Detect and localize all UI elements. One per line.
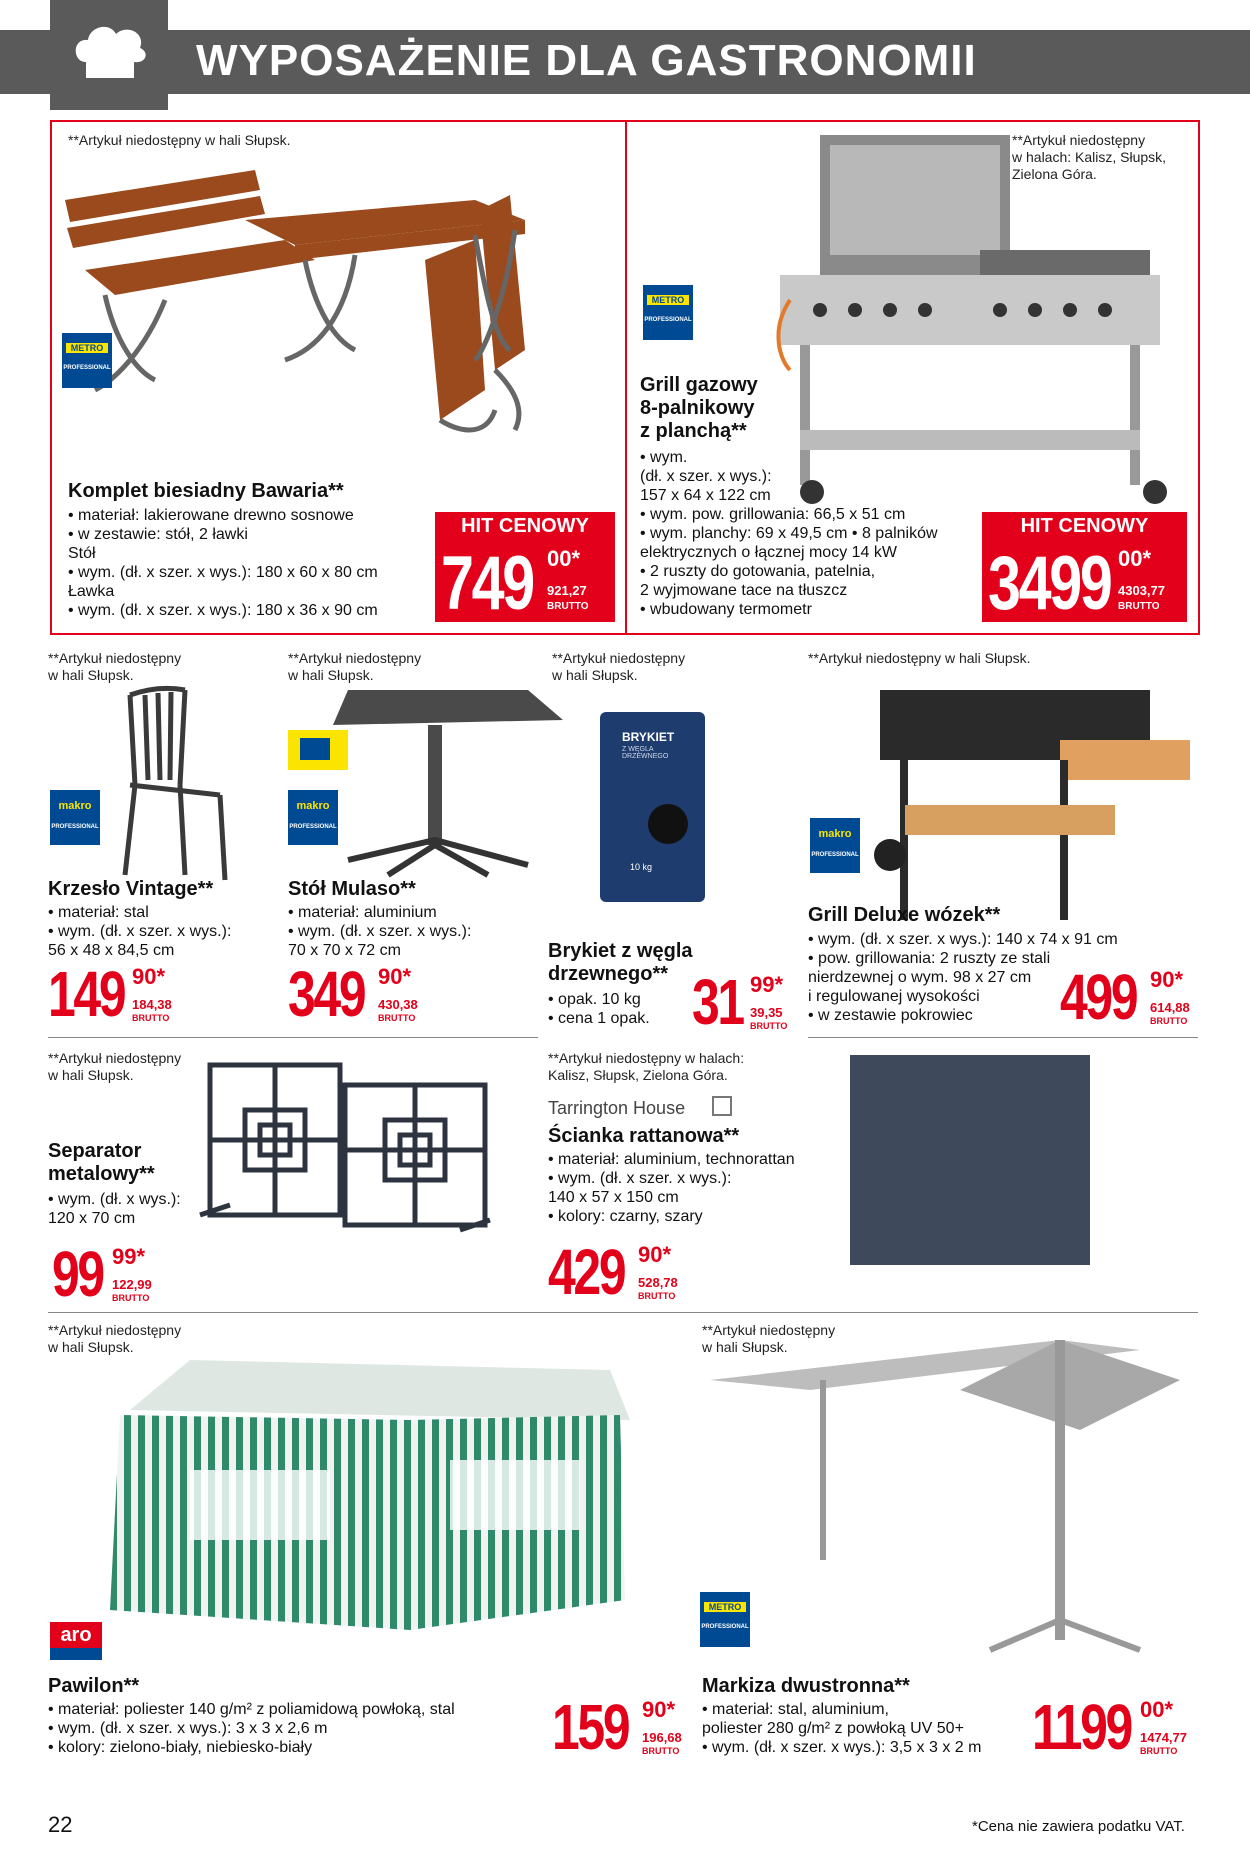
grill-icon [648, 804, 688, 844]
price-brutto: 184,38 [132, 997, 172, 1012]
metro-logo: METRO PROFESSIONAL [700, 1592, 750, 1647]
price-box [982, 540, 1187, 626]
page-title: WYPOSAŻENIE DLA GASTRONOMII [196, 36, 977, 85]
availability-note: **Artykuł niedostępny w hali Słupsk. [48, 1050, 182, 1083]
product-name: Brykiet z węgla drzewnego** [548, 940, 693, 985]
product-specs: • wym. (dł. x wys.): 120 x 70 cm [48, 1191, 181, 1227]
price-main: 349 [288, 958, 365, 1030]
hit-badge: HIT CENOWY [982, 512, 1187, 540]
product-image-rattan-screen [850, 1055, 1090, 1265]
availability-note: **Artykuł niedostępny w halach: Kalisz, Słupsk, Zielona Góra. [548, 1050, 745, 1083]
product-specs: • wym. (dł. x szer. x wys.): 140 x 74 x 91 cm • pow. grillowania: 2 ruszty ze stali nierdzewnej o wym. 98 x 27 cm i regulowanej wysokości • w zestawie pokrowiec [808, 931, 1118, 1024]
chef-hat-icon [70, 22, 150, 86]
price-cents: 00* [547, 546, 581, 571]
availability-note: **Artykuł niedostępny w hali Słupsk. [808, 650, 1031, 666]
row-divider [48, 1312, 1198, 1313]
price-cents: 99* [750, 972, 784, 997]
makro-logo: makro PROFESSIONAL [288, 790, 338, 845]
price-main: 31 [692, 966, 743, 1038]
price-main: 749 [441, 541, 533, 626]
price-cents: 00* [1118, 546, 1152, 571]
price-cents: 90* [638, 1242, 672, 1267]
product-name: Ścianka rattanowa** [548, 1125, 740, 1147]
metro-logo: METRO PROFESSIONAL [62, 333, 112, 388]
price-brutto: 430,38 [378, 997, 418, 1012]
price-brutto: 1474,77 [1140, 1730, 1187, 1745]
hit-badge: HIT CENOWY [435, 512, 615, 540]
makro-logo: makro PROFESSIONAL [50, 790, 100, 845]
availability-note: **Artykuł niedostępny w hali Słupsk. [48, 650, 182, 683]
brutto-label: BRUTTO [638, 1291, 676, 1301]
row-divider [48, 1037, 538, 1038]
product-specs: • materiał: poliester 140 g/m² z poliamidową powłoką, stal • wym. (dł. x szer. x wys.): 3 x 3 x 2,6 m • kolory: zielono-biały, niebiesko-biały [48, 1701, 455, 1756]
brutto-label: BRUTTO [1150, 1016, 1188, 1026]
price-main: 149 [48, 958, 125, 1030]
pack-title: BRYKIET [622, 730, 675, 744]
availability-note: **Artykuł niedostępny w hali Słupsk. [68, 132, 291, 148]
house-icon [712, 1096, 732, 1116]
brutto-label: BRUTTO [378, 1013, 416, 1023]
price-brutto: 921,27 [547, 583, 587, 598]
product-specs: • materiał: stal • wym. (dł. x szer. x wys.): 56 x 48 x 84,5 cm [48, 904, 232, 959]
product-specs: • wym. (dł. x szer. x wys.): 157 x 64 x 122 cm • wym. pow. grillowania: 66,5 x 51 cm • wym. planchy: 69 x 49,5 cm • 8 palników elektrycznych o łącznej mocy 14 kW • 2 ruszty do gotowania, patelnia, 2 wyjmowane tace na tłuszcz • wbudowany termometr [640, 449, 938, 618]
product-name: Krzesło Vintage** [48, 878, 214, 900]
product-name: Grill gazowy 8-palnikowy z planchą** [640, 374, 758, 442]
product-name: Pawilon** [48, 1675, 140, 1697]
price-cents: 90* [1150, 967, 1184, 992]
brutto-label: BRUTTO [750, 1021, 788, 1031]
product-image-table-set [55, 150, 615, 490]
price-cents: 90* [378, 964, 412, 989]
price-box [435, 540, 615, 626]
page-number: 22 [48, 1812, 73, 1837]
footer-note: *Cena nie zawiera podatku VAT. [972, 1818, 1185, 1835]
brutto-label: BRUTTO [642, 1746, 680, 1756]
availability-note: **Artykuł niedostępny w hali Słupsk. [288, 650, 422, 683]
product-specs: • materiał: lakierowane drewno sosnowe • w zestawie: stół, 2 ławki Stół • wym. (dł. x szer. x wys.): 180 x 60 x 80 cm Ławka • wym. (dł. x szer. x wys.): 180 x 36 x 90 cm [68, 507, 378, 619]
price-brutto: 4303,77 [1118, 583, 1165, 598]
price-main: 159 [552, 1691, 629, 1763]
aro-logo: aro [50, 1622, 102, 1662]
availability-note: **Artykuł niedostępny w hali Słupsk. [48, 1322, 182, 1355]
product-image-table [288, 680, 568, 880]
brutto-label: BRUTTO [112, 1293, 150, 1303]
price-brutto: 122,99 [112, 1277, 152, 1292]
price-cents: 90* [642, 1697, 676, 1722]
brutto-label: BRUTTO [1118, 601, 1160, 612]
pack-subtitle: Z WĘGLA DRZEWNEGO [622, 746, 669, 760]
price-cents: 90* [132, 964, 166, 989]
hit-frame-divider [625, 122, 627, 633]
product-image-separator [180, 1055, 500, 1255]
product-specs: • materiał: aluminium, technorattan • wym. (dł. x szer. x wys.): 140 x 57 x 150 cm • kolory: czarny, szary [548, 1151, 795, 1225]
product-name: Komplet biesiadny Bawaria** [68, 480, 344, 502]
price-cents: 99* [112, 1244, 146, 1269]
price-main: 429 [548, 1236, 625, 1308]
availability-note: **Artykuł niedostępny w hali Słupsk. [702, 1322, 836, 1355]
metro-logo: METRO PROFESSIONAL [643, 285, 693, 340]
product-name: Stół Mulaso** [288, 878, 416, 900]
price-cents: 00* [1140, 1697, 1174, 1722]
product-name: Grill Deluxe wózek** [808, 904, 1001, 926]
price-brutto: 196,68 [642, 1730, 682, 1745]
brutto-label: BRUTTO [132, 1013, 170, 1023]
product-image-charcoal-grill [860, 670, 1200, 920]
brutto-label: BRUTTO [547, 601, 589, 612]
price-brutto: 528,78 [638, 1275, 678, 1290]
product-name: Separator metalowy** [48, 1140, 155, 1185]
makro-logo: makro PROFESSIONAL [810, 818, 860, 873]
product-image-chair [110, 685, 240, 885]
product-name: Markiza dwustronna** [702, 1675, 910, 1697]
product-specs: • materiał: stal, aluminium, poliester 280 g/m² z powłoką UV 50+ • wym. (dł. x szer. x wys.): 3,5 x 3 x 2 m [702, 1701, 982, 1756]
price-main: 3499 [988, 541, 1111, 626]
product-image-awning [700, 1320, 1200, 1680]
brand-name: Tarrington House [548, 1098, 686, 1118]
product-specs: • materiał: aluminium • wym. (dł. x szer. x wys.): 70 x 70 x 72 cm [288, 904, 472, 959]
availability-note: **Artykuł niedostępny w halach: Kalisz, Słupsk, Zielona Góra. [1012, 132, 1167, 182]
availability-note: **Artykuł niedostępny w hali Słupsk. [552, 650, 686, 683]
price-main: 499 [1060, 961, 1137, 1033]
price-main: 99 [52, 1238, 103, 1310]
price-brutto: 39,35 [750, 1005, 783, 1020]
product-image-pavilion [110, 1340, 630, 1640]
product-specs: • opak. 10 kg • cena 1 opak. [548, 991, 650, 1027]
row-divider [808, 1037, 1198, 1038]
price-main: 1199 [1032, 1691, 1131, 1763]
pack-weight: 10 kg [630, 862, 653, 872]
product-image-briquette-bag [600, 712, 705, 902]
price-brutto: 614,88 [1150, 1000, 1190, 1015]
brutto-label: BRUTTO [1140, 1746, 1178, 1756]
